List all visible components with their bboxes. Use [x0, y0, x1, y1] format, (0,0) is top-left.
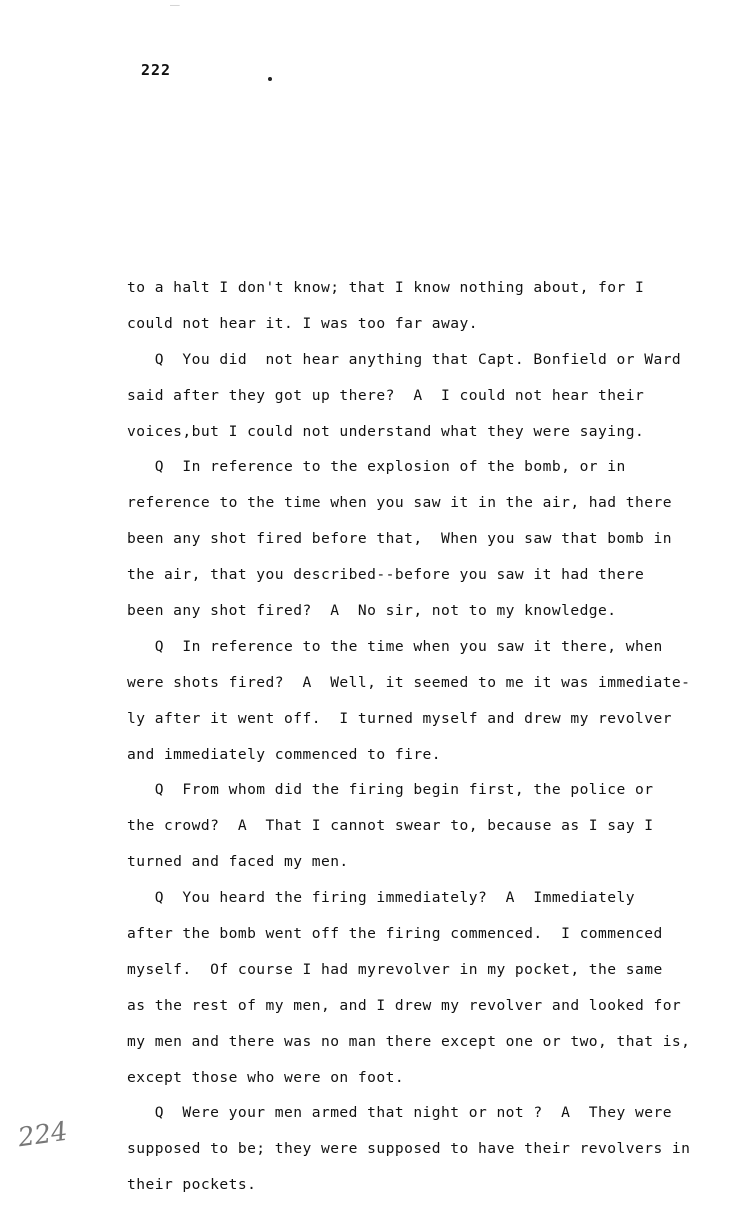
text-line: and immediately commenced to fire. — [127, 745, 442, 763]
handwritten-margin-note: 224 — [16, 1116, 70, 1154]
text-line: after the bomb went off the firing commenced. I commenced — [127, 925, 663, 943]
text-line: to a halt I don't know; that I know nothing about, for I — [127, 279, 645, 296]
text-line: Q In reference to the time when you saw it there, when — [127, 637, 663, 655]
text-line: the air, that you described--before you saw it had there — [127, 566, 645, 584]
text-line: been any shot fired before that, When you saw that bomb in — [127, 530, 672, 548]
text-line: turned and faced my men. — [127, 853, 349, 871]
text-line: Q You heard the firing immediately? A Immediately — [127, 889, 635, 907]
text-line: as the rest of my men, and I drew my revolver and looked for — [127, 996, 682, 1014]
text-line: Q From whom did the firing begin first, the police or — [127, 781, 654, 799]
text-line: the crowd? A That I cannot swear to, because as I say I — [127, 817, 654, 835]
text-line: supposed to be; they were supposed to have their revolvers in — [127, 1140, 691, 1158]
text-line: my men and there was no man there except one or two, that is, — [127, 1032, 691, 1050]
text-line: ly after it went off. I turned myself and drew my revolver — [127, 709, 672, 727]
text-line: Q Were your men armed that night or not ? A They were — [127, 1104, 672, 1122]
text-line: reference to the time when you saw it in the air, had there — [127, 494, 672, 512]
text-line: myself. Of course I had myrevolver in my pocket, the same — [127, 960, 663, 978]
page-number: 222 — [141, 61, 172, 79]
text-line: were shots fired? A Well, it seemed to me it was immediate- — [127, 673, 691, 691]
top-smudge-mark: ‾ — [170, 2, 180, 21]
text-line: Q You did not hear anything that Capt. Bonfield or Ward — [127, 350, 682, 368]
testimony-text — [127, 276, 717, 1209]
text-line: except those who were on foot. — [127, 1068, 405, 1086]
text-line: their pockets. — [127, 1176, 257, 1194]
text-line: been any shot fired? A No sir, not to my knowledge. — [127, 602, 617, 620]
text-line: could not hear it. I was too far away. — [127, 314, 478, 332]
stray-dot — [268, 77, 272, 81]
text-line: Q In reference to the explosion of the bomb, or in — [127, 458, 626, 476]
text-line: voices,but I could not understand what they were saying. — [127, 422, 645, 440]
text-line: said after they got up there? A I could not hear their — [127, 386, 645, 404]
